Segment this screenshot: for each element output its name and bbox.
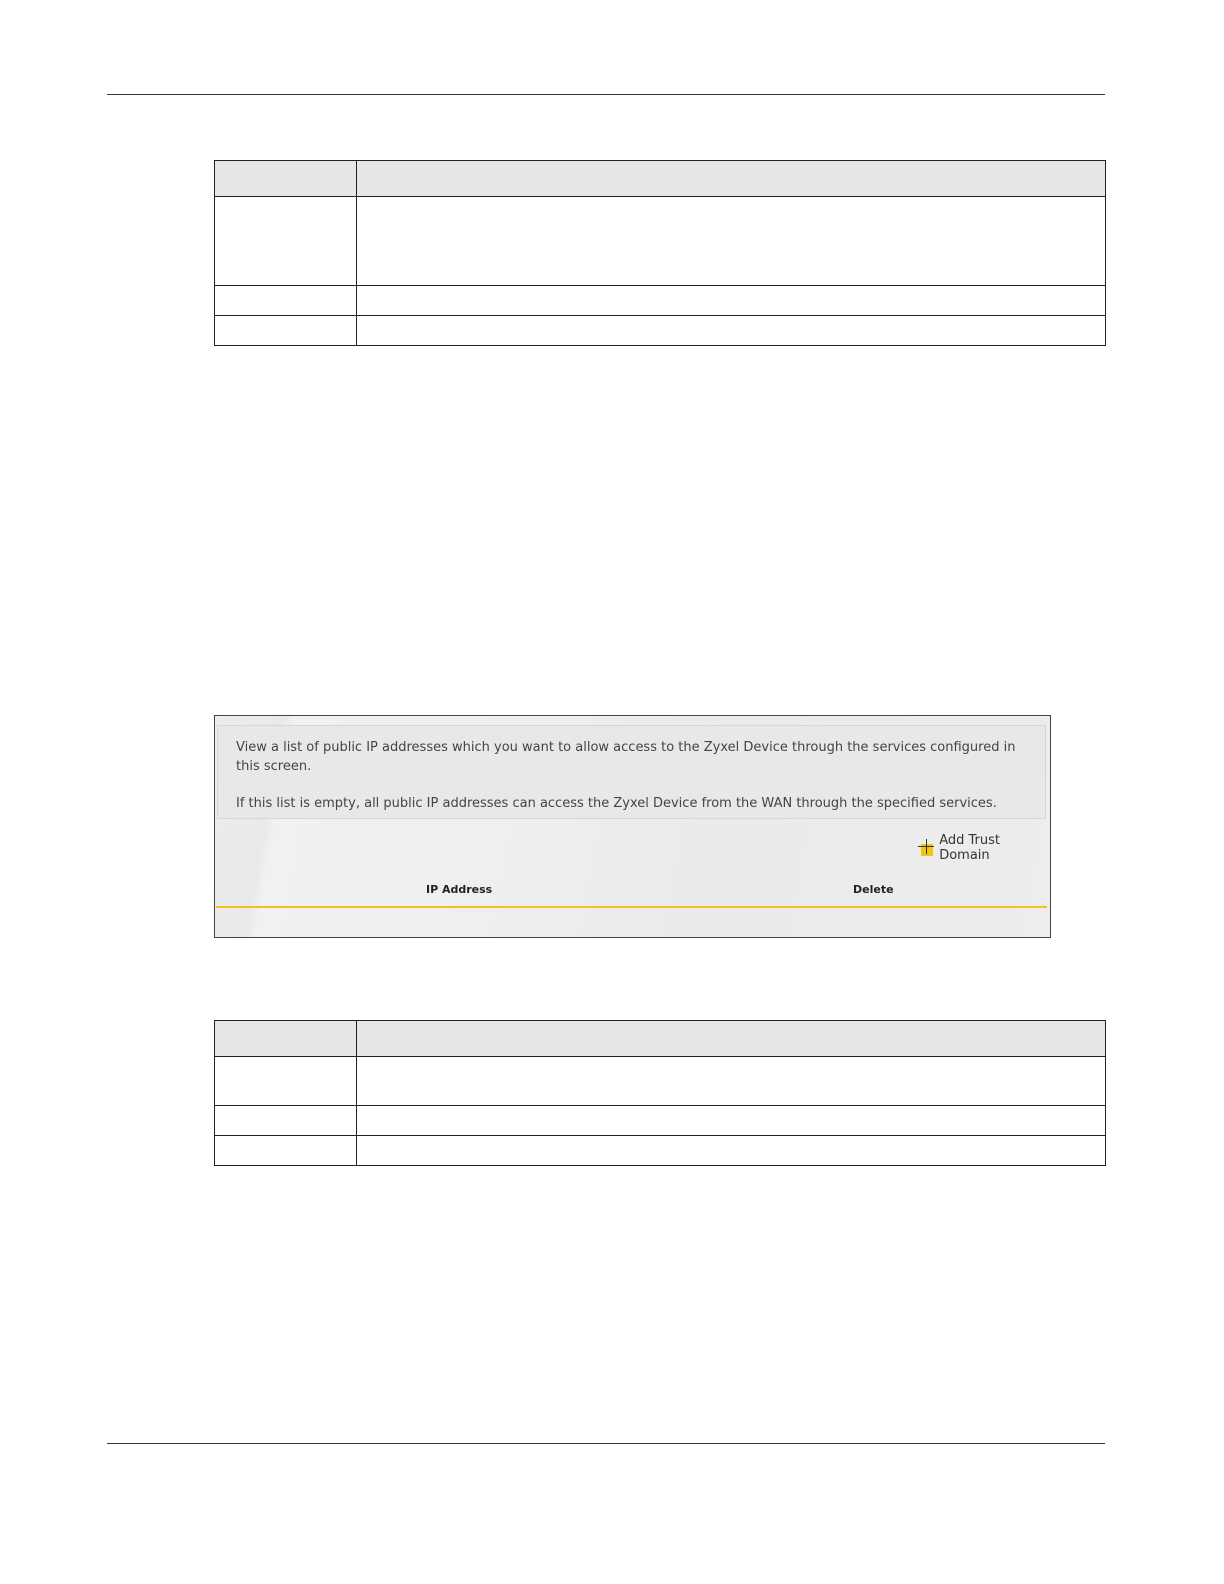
- table-cell: [215, 316, 357, 346]
- info-text-list: View a list of public IP addresses which you want to allow access to the Zyxel Device through the services configured in this screen.: [236, 740, 1016, 774]
- footer-rule: [107, 1443, 1105, 1444]
- table-cell: [357, 1057, 1106, 1106]
- table-cell: [215, 286, 357, 316]
- add-trust-domain-label: Add Trust Domain: [939, 833, 1000, 863]
- table-cell: [357, 286, 1106, 316]
- table-cell: [215, 197, 357, 286]
- table-row: [215, 1106, 1106, 1136]
- column-header-ip-address: IP Address: [426, 883, 493, 896]
- description-table-2: [214, 1020, 1106, 1166]
- table-header-underline: [216, 906, 1047, 908]
- table-row: [215, 1057, 1106, 1106]
- info-box: [217, 725, 1046, 819]
- table-row: [215, 1136, 1106, 1166]
- table-row: [215, 316, 1106, 346]
- column-header-delete: Delete: [853, 883, 894, 896]
- table-header-cell: [357, 1021, 1106, 1057]
- table-header-row: [215, 161, 1106, 197]
- header-rule: [107, 94, 1105, 95]
- table-cell: [215, 1136, 357, 1166]
- add-trust-domain-button[interactable]: [918, 833, 1050, 863]
- trust-domain-screenshot: [214, 715, 1051, 938]
- table-header-row: [215, 1021, 1106, 1057]
- table-header-cell: [215, 1021, 357, 1057]
- table-cell: [357, 1106, 1106, 1136]
- table-header-cell: [215, 161, 357, 197]
- table-header-cell: [357, 161, 1106, 197]
- table-cell: [215, 1106, 357, 1136]
- table-row: [215, 286, 1106, 316]
- table-cell: [357, 316, 1106, 346]
- table-cell: [357, 197, 1106, 286]
- description-table-1: [214, 160, 1106, 346]
- table-cell: [215, 1057, 357, 1106]
- info-text-empty: If this list is empty, all public IP addresses can access the Zyxel Device from the WAN through the specified services.: [236, 796, 997, 811]
- table-row: [215, 197, 1106, 286]
- table-cell: [357, 1136, 1106, 1166]
- plus-icon: [918, 838, 937, 858]
